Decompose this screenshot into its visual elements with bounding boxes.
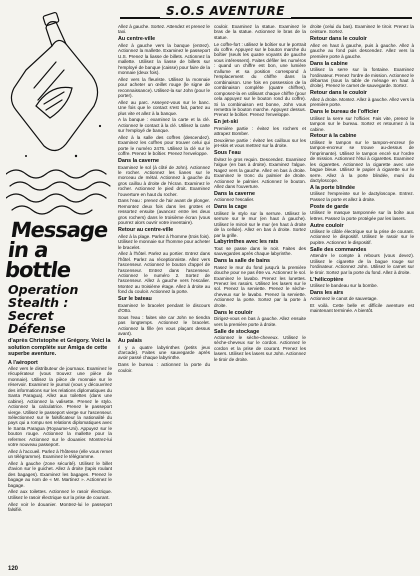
paragraph: Allez vers la fleuriste. Utilisez la monnaie pour acheter un œillet rouge (le signe de reconnaissance). Utilisez-la sur John (pour le porter).	[118, 76, 210, 99]
wave	[10, 182, 110, 190]
section-heading: L'hélicoptère	[310, 276, 344, 283]
section-heading: Au centre-ville	[118, 36, 156, 43]
paragraph: Utilisez le masque tamponnée sur la boîte aux lettres. Passez la porte protégée par les lasers.	[310, 210, 414, 221]
section-heading: Poste de garde	[310, 203, 349, 210]
bottle-highlight	[38, 70, 64, 100]
section-heading: Dans la caverne	[118, 158, 160, 165]
text-column-4	[310, 24, 414, 570]
paragraph: Allez au parc. Asseyez-vous sur le banc. Une fois que le contact s'est fait, partez au plus vite et allez à la banque.	[118, 99, 210, 116]
section-heading: Retour au centre-ville	[118, 227, 174, 234]
paragraph: Allez à l'accueil. Parlez à l'hôtesse (elle vous remet un télégramme). Examinez le télégramme.	[8, 448, 112, 460]
paragraph: Actionnez le sèche-cheveux. Utilisez le sèche-cheveux sur le cordon. Actionnez le cordon et la prise de courant. Prenez les lasers. Utilisez les lasers sur John. Actionnez le tiroir de droite.	[214, 335, 306, 362]
paragraph: Allez à la plage. Parlez à l'homme (trois fois). Utilisez le monnaie sur l'homme pour acheter le bracelet.	[118, 233, 210, 250]
paragraph: Dans le bureau : actionnez la porte du couloir.	[118, 362, 210, 373]
section-heading: Au palais	[118, 338, 142, 345]
paragraph: Sous l'eau : faites vite car John ne tiendra pas longtemps. Actionnez le bracelet. Actionnez la fille (en vous plaçant dessus avant).	[118, 314, 210, 337]
headline-byline: d'après Christophe et Grégory. Voici la solution complète sur Amiga de cette superbe aventure.	[8, 338, 111, 358]
paragraph: Allez voir le douanier. Montrez-lui le passeport falsifié.	[8, 501, 112, 512]
paragraph: couloir. Examinez la statue. Examinez le bras de la statue. Actionnez le bras de la statue.	[214, 24, 306, 40]
section-heading: Dans la caverne	[214, 190, 256, 197]
paragraph: Allez à gauche vers la banque (entrez). Actionnez la mallette. Examinez le passeport U.S. Prenez la liasse de billets. Actionnez la mallette. Utilisez la liasse de billets sur l'employé de banque (caisse) pour faire de la monnaie (deux fois).	[118, 42, 210, 76]
paragraph: Utilisez le bandeau sur la bombe.	[310, 283, 378, 289]
paragraph: Allez en haut à gauche, puis à gauche. Allez à gauche au fond puis descendez. Allez vers la première porte à gauche.	[310, 42, 414, 59]
paragraph: Actionnez le canot de sauvetage.	[310, 296, 378, 302]
bottle-illustration	[6, 6, 112, 220]
paragraph: Allez vers le distributeur de journaux. Examinez le récupérateur (vous trouvez une pièce de monnaie). Utilisez la pièce de monnaie sur le réservoir. Examinez le journal (vous y découvrirez des informations sur les relations diplomatiques du Santa Paragua). Allez aux toilettes (dans une cabine). Actionnez la valisette. Prenez le stylo. Actionnez la calculatrice. Prenez le passeport vierge. Utilisez le passeport vierge sur l'ascenseur. Sélectionnez sur le falsificateur la nationalité du pays qui a rompu ses relations diplomatiques avec le Santa Paragua (Royaume-Uni). Appuyez sur le bouton rouge. Actionnez la mallette pour la refermer. Actionnez sur le douanier. Montrez-lui votre nouveau passeport.	[8, 365, 112, 448]
section-heading: Retour dans le couloir	[310, 36, 367, 43]
section-heading: A la porte blindée	[310, 185, 356, 191]
paragraph: Utilisez la serre sur la fontaine. Examinez l'ordinateur. Prenez l'ordre de mission. Actionnez le débarras (sous la table de ménage en haut à droite). Prenez le carnet de sauvegarde. Sortez.	[310, 67, 414, 89]
paragraph: Rasez le mur du fond jusqu'à la première douche pour ne pas être vu. Actionnez le sol. Examinez le lavabo. Prenez les lunettes. Prenez les rasoirs. Utilisez les lasers sur le sol. Prenez la serviette. Prenez le sèche-cheveux sur le lavabo. Prenez la serviette. Actionnez la porte. Sortez par la porte à droite.	[214, 264, 306, 308]
paragraph: Il y a quatre labyrinthes (petits jeux d'arcade). Faites une sauvegarde après avoir passé chaque labyrinthe.	[118, 344, 210, 361]
section-heading: Retour à la cabine	[310, 133, 357, 140]
paragraph: Et voilà. Cette belle et difficile aventure est maintenant terminée. A bientôt.	[310, 303, 414, 314]
paragraph: Allez à la salle des coffres (descendez). Examinez les coffres pour trouver celui qui porte le numéro 2475. Utilisez la clé sur le coffre. Prenez le boîtier. Prenez l'enveloppe.	[118, 134, 210, 157]
section-heading: Dans le bureau de l'officier	[310, 109, 379, 116]
section-heading: Labyrinthes avec les rats	[214, 239, 279, 246]
paragraph: Évitez le gros requin. Descendez. Examinez l'algue (en bas à droite). Examinez l'algue. Nagez vers la gauche. Allez en bas à droite. Examinez le tronc du palmier de droite. Actionnez le palmier. Actionnez le bouton. Allez dans l'ouverture.	[214, 156, 306, 189]
paragraph: Actionnez l'escalier.	[214, 197, 255, 203]
paragraph: Dans l'eau : prenez de l'air avant de plonger. Remontez deux fois dans les grottes et ressortez ensuite (avancez entre les deux gros rochers) dans le troisième écran (vous pourrez alors ouvrir votre inventaire).	[118, 198, 210, 226]
paragraph: Allez à droite. Montez. Allez à gauche. Allez vers la première porte.	[310, 96, 414, 108]
article-headline	[3, 218, 114, 358]
paragraph: Allez à gauche (zone sécurité). Utilisez le billet d'avion sur le guichet. Allez à droite (tapis roulant des bagages). Examinez les bagages. Prenez le bagage au nom de « Mr. Martinez ». Actionnez le bagage.	[8, 460, 112, 488]
paragraph: Allez à gauche. Sortez. Attendez et prenez le taxi.	[118, 24, 210, 35]
paragraph: droite (celui du bas). Examinez le tiroir. Prenez la ceinture. Sortez.	[310, 24, 414, 35]
wave	[6, 194, 106, 202]
section-heading: Dans la salle de bains	[214, 258, 271, 265]
paragraph: Attendre le compte à rebours (vous devez). Utilisez le cigarette de la bague rouge sur l'ordinateur. Actionnez John. Utilisez le carnet sur le tiroir. Sortez par la porte du fond. Allez à droite.	[310, 253, 414, 275]
wave	[6, 170, 106, 178]
text-column-1	[8, 358, 112, 570]
paragraph: Examinez le sol (à côté de John). Actionnez le rocher. Actionnez les lianes sur le morceau de métal. Actionnez à gauche du gros caillou à droite de l'écran. Examinez le rocher. Actionnez le pied droit. Examinez l'ouverture en haut du rocher.	[118, 164, 210, 197]
paragraph: Allez à l'hôtel. Parlez au portier. Entrez dans l'hôtel. Parlez au réceptionniste. Allez vers l'ascenseur. Actionnez le bouton d'appel de l'ascenseur. Entrez dans l'ascenseur. Actionnez le numéro 2. Sortez de l'ascenseur. Allez à gauche vers l'escalier. Montez au troisième étage. Allez à droite au fond du couloir. Actionnez la porte.	[118, 251, 210, 295]
paragraph: Première partie : évitez les rochers et attrapez Bomber.	[214, 125, 306, 137]
message-lines	[44, 92, 64, 110]
bottle-highlight	[34, 62, 56, 88]
paragraph: Le coffre-fort : utilisez le boîtier sur le portrait du coffre. Appuyez sur le bouton marche du boîtier (seuls les quatre voyants de gauche vous intéressent). Faites défiler les numéros : quand un chiffre est bon, une lumière s'allume et sa position correspond à l'emplacement du chiffre dans la combinaison. Une fois en possession de la combinaison complète (quatre chiffres), composez-la en utilisant chaque chiffre (pour cela appuyez sur le bouton rond du coffre). Si la combinaison est bonne, John vous remettra le bouton marche. Appuyez dessus. Prenez le boîtier. Prenez l'enveloppe.	[214, 41, 306, 118]
paragraph: A la banque : examinez la carte et la clé. Actionnez le contact à la clé. Utilisez la carte sur l'employé de banque.	[118, 117, 210, 134]
headline-subtitle: Operation Stealth : Secret Défense	[8, 282, 79, 336]
section-heading: Salle des commandes	[310, 246, 367, 253]
section-header	[120, 4, 412, 26]
section-title: S.O.S AVENTURE	[160, 4, 291, 18]
paragraph: Deuxième partie : évitez les cailloux sur les jet-skis et vous mettrez sur la droite.	[214, 137, 306, 149]
text-column-3	[214, 24, 306, 570]
paragraph: Examinez le bracelet pendant le discours d'Otto.	[118, 302, 210, 314]
paragraph: Dirigez-vous en bas à gauche. Allez ensuite vers la première porte à droite.	[214, 316, 306, 327]
paragraph: Utilisez la serre sur l'officier. Fais vite, prenez le tampon sur le bureau. Sortez et retournez à la cabine.	[310, 115, 414, 132]
section-heading: Dans le couloir	[214, 309, 253, 316]
section-heading: Salle de stockage	[214, 328, 260, 335]
section-heading: Retour dans le couloir	[310, 90, 367, 97]
section-heading: En jet-ski	[214, 119, 238, 126]
paragraph: Utilisez le stylo sur la serrure. Utilisez le serrure sur le mur (en haut à gauche). Utilisez le miroir sur le mur (en haut à droite de la cellule). Allez en bas à droite. Sortez par la grille.	[214, 210, 306, 238]
section-heading: Sous l'eau	[214, 150, 241, 157]
paragraph: Tout se passe dans le noir. Faites des sauvegardes après chaque labyrinthe.	[214, 245, 306, 257]
paragraph: Utilisez le câble électrique sur la prise de courant. Actionnez le dispositif. Utilisez le rasoir sur le pupitre. Actionnez le dispositif.	[310, 229, 414, 245]
message-scroll	[36, 87, 72, 118]
section-heading: Autre couloir	[310, 222, 344, 229]
page-number: 120	[8, 566, 19, 572]
section-heading: Dans la cabine	[310, 60, 348, 67]
paragraph: Allez aux toilettes. Actionnez le rasoir électrique. Utilisez le rasoir électrique sur la prise de courant.	[8, 489, 112, 500]
section-heading: A l'aéroport	[8, 359, 38, 366]
headline-title: Message in a bottle	[3, 218, 110, 282]
section-heading: Dans la cage	[214, 204, 247, 211]
text-column-2	[118, 24, 210, 570]
section-heading: Sur le bateau	[118, 296, 152, 303]
paragraph: Utilisez le tampon sur le tampon-encreur (le tampon-encreur se trouve au-dessus de l'imprimante). Utilisez le tampon encré sur l'ordre de mission. Actionnez l'étui à cigarettes. Examinez les cigarettes. Actionnez la cigarette avec une bague bleue. Utilisez le papier à cigarette sur le serre. Allez à la porte blindée, muni du dactyloscope.	[310, 139, 414, 184]
bottle-outline	[11, 40, 97, 150]
paragraph: Utilisez l'empreinte sur le dactyloscope. Entrez. Passez la porte et allez à droite.	[310, 191, 414, 202]
section-heading: Dans les airs	[310, 289, 344, 296]
wave	[12, 206, 92, 214]
